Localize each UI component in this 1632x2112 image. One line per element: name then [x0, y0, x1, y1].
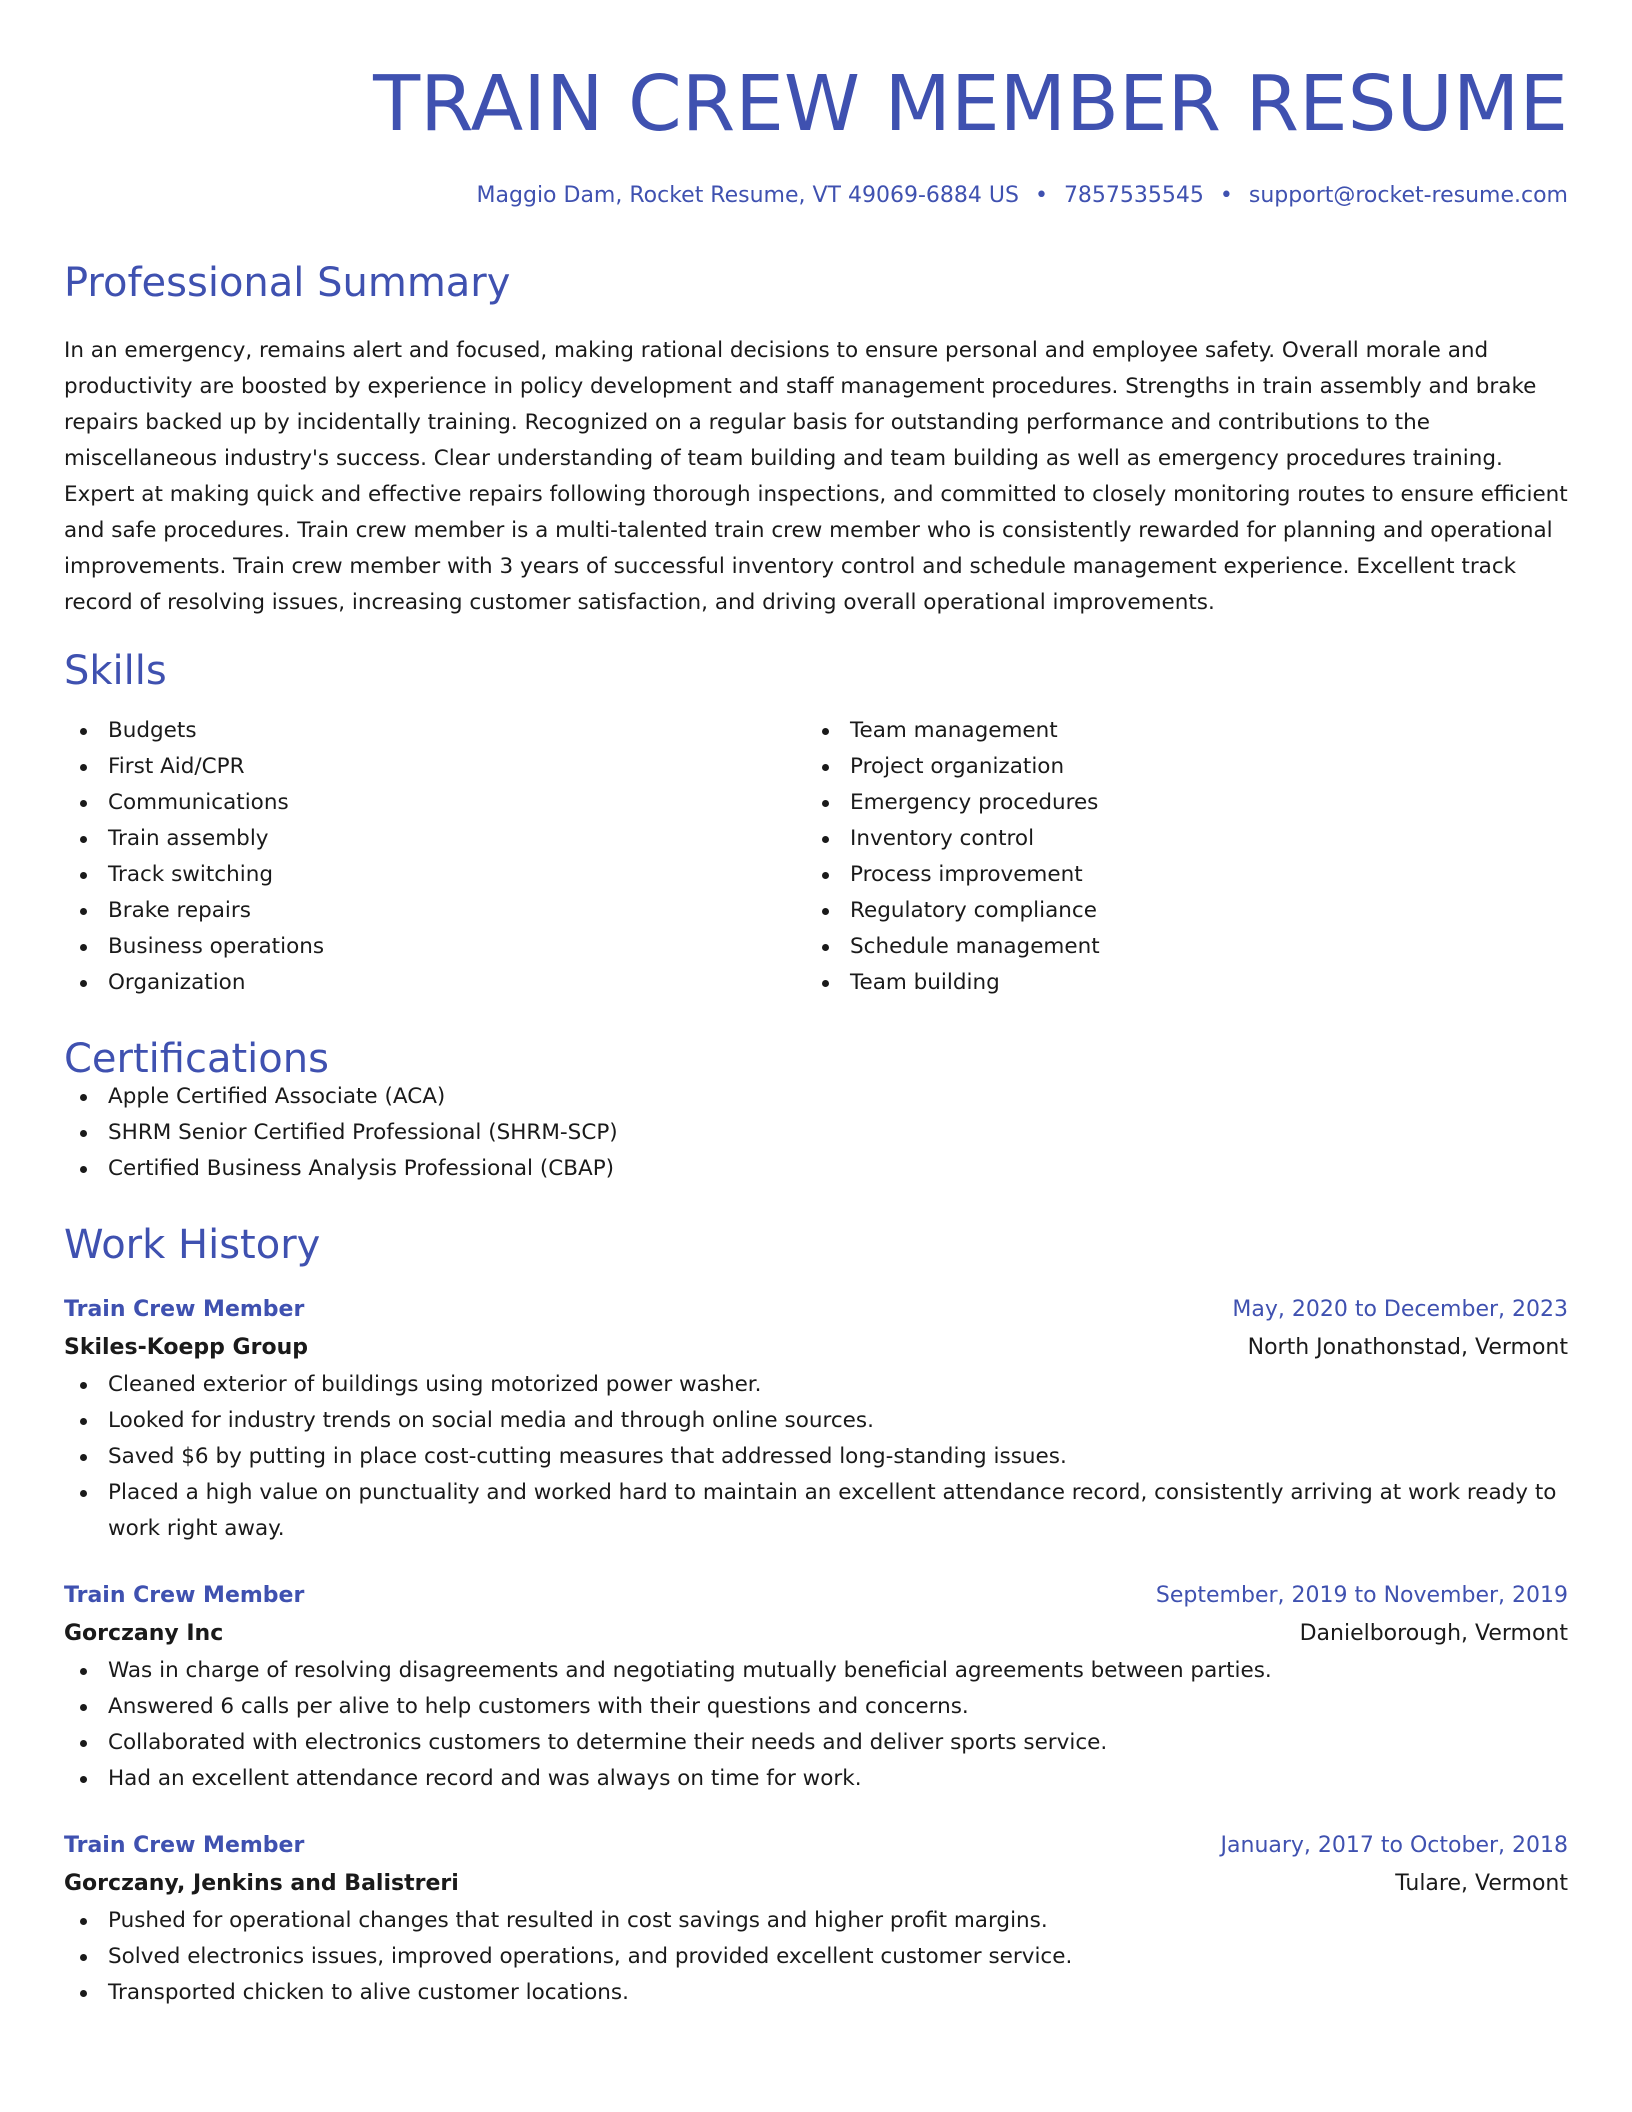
- skills-list-right: [806, 713, 1568, 1001]
- job-company: Gorczany Inc: [64, 1621, 224, 1646]
- resume-title: TRAIN CREW MEMBER RESUME: [373, 60, 1568, 149]
- skill-item: Schedule management: [806, 929, 1568, 965]
- certifications-list: [64, 1079, 1568, 1187]
- contact-info: [64, 185, 1568, 207]
- summary-heading: Professional Summary: [64, 260, 511, 306]
- job-company: Gorczany, Jenkins and Balistreri: [64, 1871, 459, 1896]
- job-entry: [64, 1577, 1568, 1797]
- summary-text: In an emergency, remains alert and focused, making rational decisions to ensure personal and employee safety. Overall morale and productivity are boosted by experience in policy development and staff management procedures. Strengths in train assembly and brake repairs backed up by incidentally training. Recognized on a regular basis for outstanding performance and contributions to the miscellaneous industry's success. Clear understanding of team building and team building as well as emergency procedures training. Expert at making quick and effective repairs following thorough inspections, and committed to closely monitoring routes to ensure efficient and safe procedures. Train crew member is a multi-talented train crew member who is consistently rewarded for planning and operational improvements. Train crew member with 3 years of successful inventory control and schedule management experience. Excellent track record of resolving issues, increasing customer satisfaction, and driving overall operational improvements.: [64, 338, 1568, 615]
- job-title: Train Crew Member: [64, 1583, 305, 1608]
- job-bullet: Transported chicken to alive customer locations.: [64, 1975, 1568, 2011]
- certification-item: SHRM Senior Certified Professional (SHRM-SCP): [64, 1115, 1568, 1151]
- job-bullets: [64, 1903, 1568, 2011]
- skills-heading: Skills: [64, 648, 167, 694]
- contact-separator: •: [1034, 183, 1048, 208]
- job-bullet: Had an excellent attendance record and was always on time for work.: [64, 1761, 1568, 1797]
- job-entry: [64, 1827, 1568, 2011]
- skill-item: Inventory control: [806, 821, 1568, 857]
- skills-list-left: [64, 713, 806, 1001]
- job-bullet: Placed a high value on punctuality and worked hard to maintain an excellent attendance record, consistently arriving at work ready to work right away.: [64, 1475, 1568, 1547]
- job-location: Tulare, Vermont: [1395, 1871, 1568, 1896]
- certifications-heading: Certifications: [64, 1036, 329, 1082]
- job-dates: May, 2020 to December, 2023: [1232, 1297, 1568, 1322]
- work-history-heading: Work History: [64, 1222, 321, 1268]
- job-bullets: [64, 1367, 1568, 1547]
- job-title: Train Crew Member: [64, 1833, 305, 1858]
- skill-item: Team building: [806, 965, 1568, 1001]
- job-bullet: Was in charge of resolving disagreements and negotiating mutually beneficial agreements between parties.: [64, 1653, 1568, 1689]
- job-dates: September, 2019 to November, 2019: [1155, 1583, 1568, 1608]
- skill-item: Process improvement: [806, 857, 1568, 893]
- skill-item: Communications: [64, 785, 806, 821]
- job-bullet: Saved $6 by putting in place cost-cutting measures that addressed long-standing issues.: [64, 1439, 1568, 1475]
- certification-item: Certified Business Analysis Professional (CBAP): [64, 1151, 1568, 1187]
- contact-separator: •: [1219, 183, 1233, 208]
- skill-item: Train assembly: [64, 821, 806, 857]
- job-location: Danielborough, Vermont: [1299, 1621, 1568, 1646]
- job-company: Skiles-Koepp Group: [64, 1335, 308, 1360]
- job-bullet: Cleaned exterior of buildings using motorized power washer.: [64, 1367, 1568, 1403]
- job-bullet: Answered 6 calls per alive to help customers with their questions and concerns.: [64, 1689, 1568, 1725]
- certification-item: Apple Certified Associate (ACA): [64, 1079, 1568, 1115]
- job-location: North Jonathonstad, Vermont: [1247, 1335, 1568, 1360]
- job-bullet: Collaborated with electronics customers to determine their needs and deliver sports service.: [64, 1725, 1568, 1761]
- job-bullet: Solved electronics issues, improved operations, and provided excellent customer service.: [64, 1939, 1568, 1975]
- job-bullets: [64, 1653, 1568, 1797]
- job-dates: January, 2017 to October, 2018: [1220, 1833, 1568, 1858]
- job-title: Train Crew Member: [64, 1297, 305, 1322]
- skill-item: Emergency procedures: [806, 785, 1568, 821]
- skill-item: Track switching: [64, 857, 806, 893]
- contact-phone: 7857535545: [1063, 183, 1204, 208]
- skill-item: Regulatory compliance: [806, 893, 1568, 929]
- skill-item: Organization: [64, 965, 806, 1001]
- skill-item: Budgets: [64, 713, 806, 749]
- skill-item: First Aid/CPR: [64, 749, 806, 785]
- job-bullet: Pushed for operational changes that resulted in cost savings and higher profit margins.: [64, 1903, 1568, 1939]
- contact-address: Maggio Dam, Rocket Resume, VT 49069-6884 US: [476, 183, 1019, 208]
- skills-grid: [64, 713, 1568, 1001]
- job-entry: [64, 1291, 1568, 1547]
- contact-email: support@rocket-resume.com: [1248, 183, 1568, 208]
- skill-item: Team management: [806, 713, 1568, 749]
- job-bullet: Looked for industry trends on social media and through online sources.: [64, 1403, 1568, 1439]
- skill-item: Brake repairs: [64, 893, 806, 929]
- skill-item: Project organization: [806, 749, 1568, 785]
- skill-item: Business operations: [64, 929, 806, 965]
